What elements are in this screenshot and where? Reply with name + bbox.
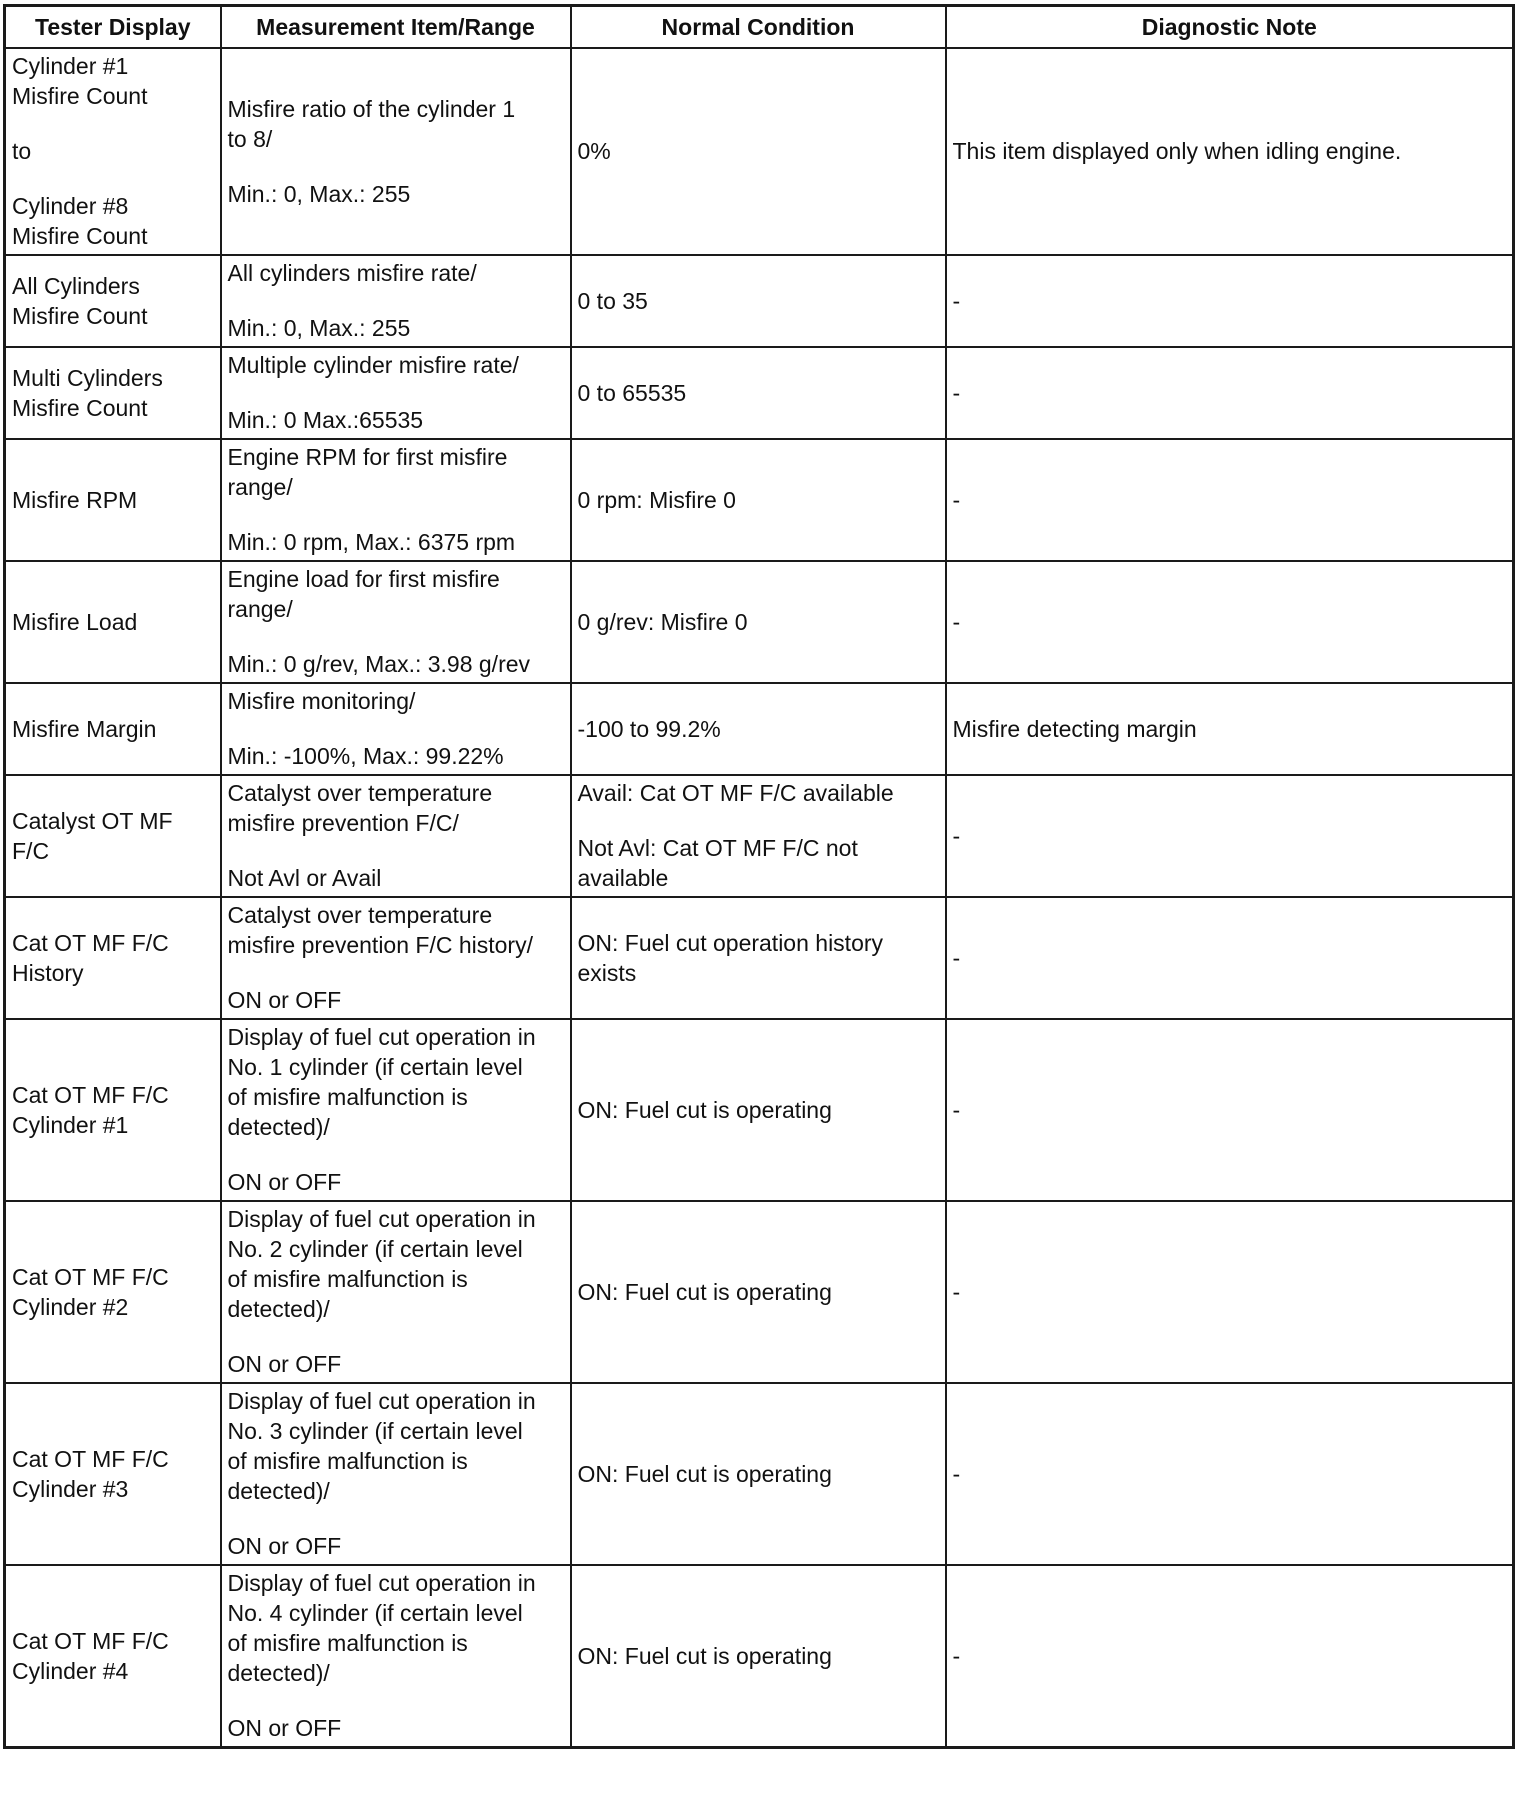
cell-text-line: detected)/ (227, 1114, 330, 1140)
normal-condition-cell (571, 255, 946, 347)
diagnostic-note-cell (946, 561, 1514, 683)
table-row (5, 439, 1514, 561)
diagnostic-note-cell (946, 775, 1514, 897)
cell-text-line: Catalyst over temperature (227, 780, 493, 806)
normal-condition-cell (571, 1019, 946, 1201)
normal-condition-cell (571, 1565, 946, 1748)
cell-text-line: Display of fuel cut operation in (227, 1206, 536, 1232)
cell-text-line: - (952, 287, 961, 314)
cell-text-line: Cat OT MF F/C (12, 1263, 169, 1290)
diagnostic-note-cell (946, 897, 1514, 1019)
cell-text-line: of misfire malfunction is (227, 1084, 468, 1110)
data-list-table (3, 4, 1515, 1749)
cell-text-line: Misfire Count (12, 302, 148, 329)
cell-text-line: detected)/ (227, 1478, 330, 1504)
paragraph-gap (228, 1688, 565, 1713)
cell-text-line: Misfire Count (12, 394, 148, 421)
measurement-cell (221, 48, 571, 255)
cell-text-line: - (952, 379, 961, 406)
header-normal-condition: Normal Condition (571, 6, 946, 49)
normal-condition-cell (571, 1201, 946, 1383)
cell-text-line: of misfire malfunction is (227, 1448, 468, 1474)
cell-text-line: - (952, 1278, 961, 1305)
normal-condition-cell (571, 48, 946, 255)
cell-text-line: -100 to 99.2% (577, 715, 721, 742)
cell-text-line: available (577, 865, 669, 891)
cell-text-line: Multiple cylinder misfire rate/ (227, 352, 519, 378)
cell-text-line: Min.: -100%, Max.: 99.22% (227, 743, 504, 769)
cell-text-line: ON: Fuel cut is operating (577, 1096, 832, 1123)
tester-display-cell (5, 439, 221, 561)
cell-text-line: - (952, 1460, 961, 1487)
tester-display-cell (5, 561, 221, 683)
cell-text-line: Cylinder #1 (12, 53, 129, 79)
cell-text-line: Cylinder #4 (12, 1657, 129, 1684)
table-row (5, 1565, 1514, 1748)
paragraph-gap (228, 380, 565, 405)
cell-text-line: Display of fuel cut operation in (227, 1570, 536, 1596)
table-body (5, 48, 1514, 1748)
tester-display-cell (5, 683, 221, 775)
cell-text-line: ON or OFF (227, 1533, 342, 1559)
diagnostic-note-cell (946, 1019, 1514, 1201)
cell-text-line: Misfire Count (12, 223, 148, 249)
table-row (5, 48, 1514, 255)
cell-text-line: - (952, 1096, 961, 1123)
table-row (5, 1383, 1514, 1565)
paragraph-gap (228, 154, 565, 179)
paragraph-gap (228, 1506, 565, 1531)
cell-text-line: to 8/ (227, 125, 273, 152)
header-tester-display: Tester Display (5, 6, 221, 49)
cell-text-line: All Cylinders (12, 272, 140, 299)
cell-text-line (12, 166, 215, 191)
paragraph-gap (228, 288, 565, 313)
cell-text-line: detected)/ (227, 1296, 330, 1322)
cell-text-line: Display of fuel cut operation in (227, 1388, 536, 1414)
cell-text-line: Not Avl or Avail (227, 865, 382, 891)
cell-text-line: ON: Fuel cut operation history (577, 929, 884, 956)
header-diagnostic-note: Diagnostic Note (946, 6, 1514, 49)
cell-text-line: Cat OT MF F/C (12, 1627, 169, 1654)
table-row (5, 683, 1514, 775)
cell-text-line: Not Avl: Cat OT MF F/C not (577, 835, 858, 861)
cell-text-line: History (12, 959, 84, 986)
tester-display-cell (5, 775, 221, 897)
diagnostic-note-cell (946, 347, 1514, 439)
table-row (5, 347, 1514, 439)
cell-text-line: ON or OFF (227, 1169, 342, 1195)
cell-text-line: ON: Fuel cut is operating (577, 1642, 832, 1669)
diagnostic-note-cell (946, 683, 1514, 775)
cell-text-line: Misfire detecting margin (952, 715, 1197, 742)
cell-text-line: - (952, 608, 961, 635)
cell-text-line: to (12, 138, 32, 164)
measurement-cell (221, 255, 571, 347)
normal-condition-cell (571, 439, 946, 561)
cell-text-line: No. 1 cylinder (if certain level (227, 1054, 523, 1080)
normal-condition-cell (571, 683, 946, 775)
cell-text-line: misfire prevention F/C history/ (227, 932, 533, 958)
table-header-row (5, 6, 1514, 49)
cell-text-line: of misfire malfunction is (227, 1630, 468, 1656)
cell-text-line: Misfire monitoring/ (227, 688, 416, 714)
cell-text-line: Misfire RPM (12, 486, 138, 513)
measurement-cell (221, 897, 571, 1019)
cell-text-line: Cat OT MF F/C (12, 1081, 169, 1108)
header-measurement-item-range: Measurement Item/Range (221, 6, 571, 49)
cell-text-line: Catalyst OT MF (12, 807, 173, 834)
table-row (5, 1019, 1514, 1201)
measurement-cell (221, 439, 571, 561)
normal-condition-cell (571, 347, 946, 439)
cell-text-line: Min.: 0 Max.:65535 (227, 407, 424, 433)
cell-text-line: Cylinder #3 (12, 1475, 129, 1502)
paragraph-gap (228, 716, 565, 741)
measurement-cell (221, 1383, 571, 1565)
paragraph-gap (228, 502, 565, 527)
table-row (5, 1201, 1514, 1383)
cell-text-line: 0 g/rev: Misfire 0 (577, 608, 748, 635)
table-row (5, 775, 1514, 897)
cell-text-line: ON or OFF (227, 1351, 342, 1377)
cell-text-line: 0 rpm: Misfire 0 (577, 486, 736, 513)
cell-text-line: No. 2 cylinder (if certain level (227, 1236, 523, 1262)
cell-text-line: Min.: 0, Max.: 255 (227, 180, 411, 207)
measurement-cell (221, 775, 571, 897)
diagnostic-note-cell (946, 255, 1514, 347)
tester-display-cell (5, 48, 221, 255)
measurement-cell (221, 683, 571, 775)
normal-condition-cell (571, 1383, 946, 1565)
cell-text-line: Catalyst over temperature (227, 902, 493, 928)
cell-text-line: Misfire ratio of the cylinder 1 (227, 95, 516, 122)
cell-text-line (12, 111, 215, 136)
cell-text-line: Multi Cylinders (12, 364, 163, 391)
diagnostic-note-cell (946, 1201, 1514, 1383)
cell-text-line: 0 to 65535 (577, 379, 687, 406)
cell-text-line: - (952, 1642, 961, 1669)
paragraph-gap (228, 960, 565, 985)
normal-condition-cell (571, 561, 946, 683)
measurement-cell (221, 1019, 571, 1201)
cell-text-line: 0% (577, 138, 611, 164)
cell-text-line: Cat OT MF F/C (12, 929, 169, 956)
cell-text-line: Cylinder #8 (12, 193, 129, 219)
cell-text-line: Avail: Cat OT MF F/C available (577, 780, 894, 806)
tester-display-cell (5, 255, 221, 347)
measurement-cell (221, 347, 571, 439)
cell-text-line: exists (577, 959, 637, 986)
cell-text-line: 0 to 35 (577, 287, 648, 314)
cell-text-line: - (952, 944, 961, 971)
tester-display-cell (5, 897, 221, 1019)
diagnostic-note-cell (946, 48, 1514, 255)
cell-text-line: detected)/ (227, 1660, 330, 1686)
cell-text-line: Engine RPM for first misfire (227, 444, 508, 470)
paragraph-gap (228, 1142, 565, 1167)
cell-text-line: Cylinder #1 (12, 1111, 129, 1138)
paragraph-gap (578, 808, 940, 833)
cell-text-line: No. 4 cylinder (if certain level (227, 1600, 523, 1626)
cell-text-line: Min.: 0, Max.: 255 (227, 315, 411, 341)
measurement-cell (221, 1565, 571, 1748)
cell-text-line: All cylinders misfire rate/ (227, 260, 477, 286)
cell-text-line: ON or OFF (227, 987, 342, 1013)
tester-display-cell (5, 1383, 221, 1565)
table-row (5, 897, 1514, 1019)
table-row (5, 255, 1514, 347)
diagnostic-note-cell (946, 439, 1514, 561)
cell-text-line: misfire prevention F/C/ (227, 810, 459, 836)
cell-text-line: This item displayed only when idling engine. (952, 138, 1402, 164)
measurement-cell (221, 1201, 571, 1383)
cell-text-line: Cylinder #2 (12, 1293, 129, 1320)
tester-display-cell (5, 1565, 221, 1748)
cell-text-line: - (952, 822, 961, 849)
measurement-cell (221, 561, 571, 683)
cell-text-line: range/ (227, 596, 293, 622)
cell-text-line: of misfire malfunction is (227, 1266, 468, 1292)
paragraph-gap (228, 624, 565, 649)
cell-text-line: Misfire Margin (12, 715, 157, 742)
cell-text-line: F/C (12, 837, 50, 864)
cell-text-line: Misfire Count (12, 83, 148, 109)
cell-text-line: Min.: 0 rpm, Max.: 6375 rpm (227, 529, 516, 555)
normal-condition-cell (571, 775, 946, 897)
cell-text-line: Display of fuel cut operation in (227, 1024, 536, 1050)
paragraph-gap (228, 1324, 565, 1349)
cell-text-line: ON: Fuel cut is operating (577, 1278, 832, 1305)
normal-condition-cell (571, 897, 946, 1019)
table-row (5, 561, 1514, 683)
paragraph-gap (228, 838, 565, 863)
cell-text-line: Misfire Load (12, 608, 138, 635)
cell-text-line: ON: Fuel cut is operating (577, 1460, 832, 1487)
diagnostic-note-cell (946, 1383, 1514, 1565)
tester-display-cell (5, 1201, 221, 1383)
cell-text-line: ON or OFF (227, 1715, 342, 1741)
tester-display-cell (5, 1019, 221, 1201)
tester-display-cell (5, 347, 221, 439)
cell-text-line: Engine load for first misfire (227, 566, 500, 592)
cell-text-line: Min.: 0 g/rev, Max.: 3.98 g/rev (227, 651, 531, 677)
cell-text-line: No. 3 cylinder (if certain level (227, 1418, 523, 1444)
cell-text-line: - (952, 486, 961, 513)
cell-text-line: range/ (227, 474, 293, 500)
diagnostic-note-cell (946, 1565, 1514, 1748)
cell-text-line: Cat OT MF F/C (12, 1445, 169, 1472)
